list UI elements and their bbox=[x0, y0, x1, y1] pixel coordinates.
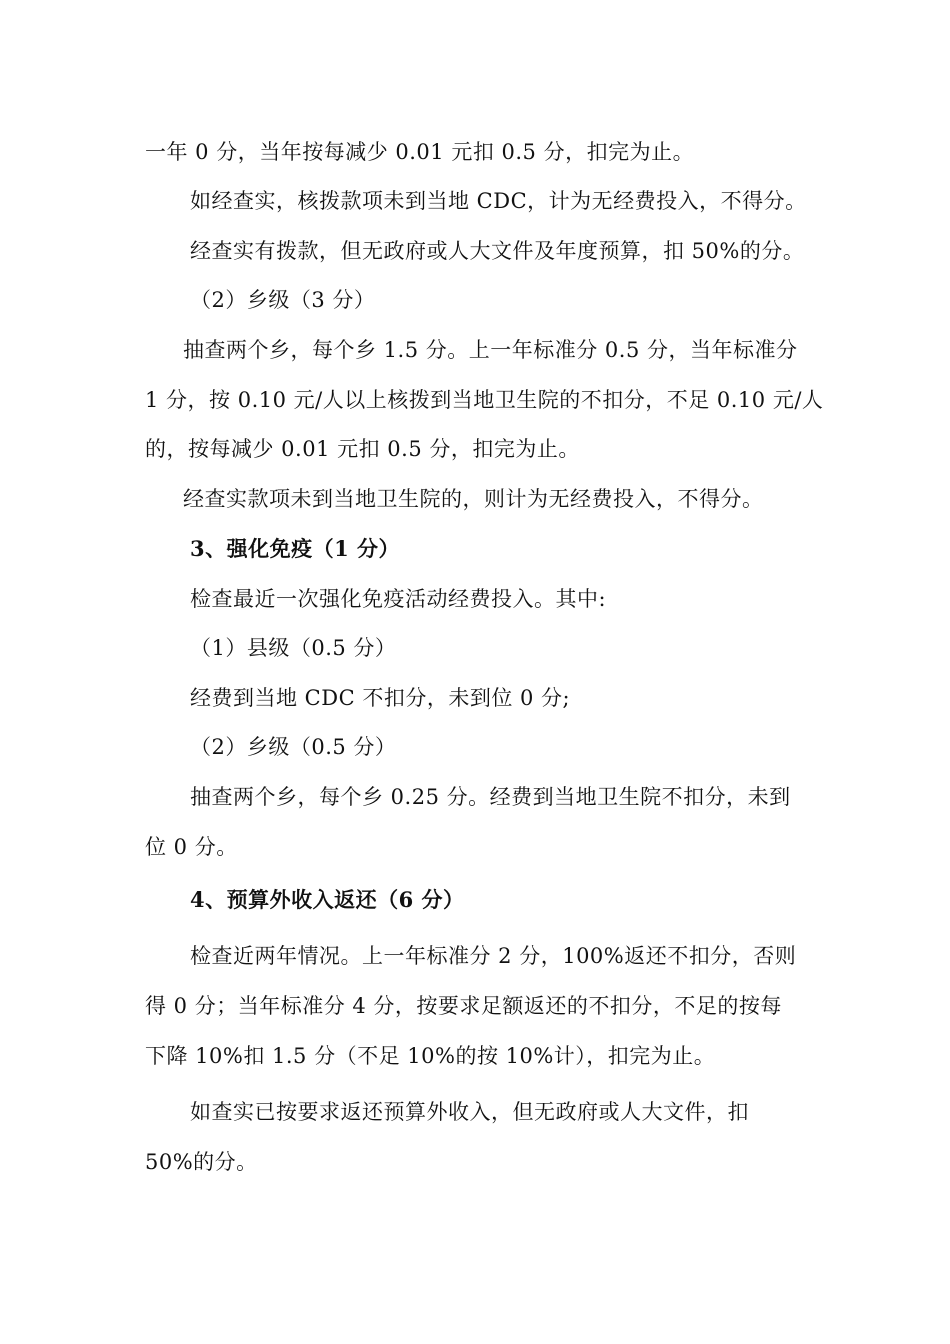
subheading-line: （1）县级（0.5 分） bbox=[190, 636, 397, 660]
paragraph-line: 抽查两个乡，每个乡 1.5 分。上一年标准分 0.5 分，当年标准分 bbox=[183, 338, 798, 362]
paragraph-line: 1 分，按 0.10 元/人以上核拨到当地卫生院的不扣分，不足 0.10 元/人 bbox=[145, 388, 824, 412]
paragraph-line: 经费到当地 CDC 不扣分，未到位 0 分; bbox=[190, 686, 571, 710]
paragraph-line: 经查实有拨款，但无政府或人大文件及年度预算，扣 50%的分。 bbox=[190, 239, 805, 263]
paragraph-line: 得 0 分；当年标准分 4 分，按要求足额返还的不扣分，不足的按每 bbox=[145, 994, 782, 1018]
section-heading: 4、预算外收入返还（6 分） bbox=[190, 887, 465, 912]
paragraph-line: 如查实已按要求返还预算外收入，但无政府或人大文件，扣 bbox=[190, 1100, 749, 1124]
paragraph-line: 检查最近一次强化免疫活动经费投入。其中: bbox=[190, 587, 607, 611]
paragraph-line: 抽查两个乡，每个乡 0.25 分。经费到当地卫生院不扣分，未到 bbox=[190, 785, 791, 809]
paragraph-line: 如经查实，核拨款项未到当地 CDC，计为无经费投入，不得分。 bbox=[190, 189, 807, 213]
section-heading: 3、强化免疫（1 分） bbox=[190, 536, 401, 561]
paragraph-line: 的，按每减少 0.01 元扣 0.5 分，扣完为止。 bbox=[145, 437, 580, 461]
paragraph-line: 下降 10%扣 1.5 分（不足 10%的按 10%计），扣完为止。 bbox=[145, 1044, 716, 1068]
subheading-line: （2）乡级（0.5 分） bbox=[190, 735, 397, 759]
paragraph-line: 经查实款项未到当地卫生院的，则计为无经费投入，不得分。 bbox=[183, 487, 764, 511]
paragraph-line: 一年 0 分，当年按每减少 0.01 元扣 0.5 分，扣完为止。 bbox=[145, 140, 695, 164]
subheading-line: （2）乡级（3 分） bbox=[190, 288, 376, 312]
paragraph-line: 检查近两年情况。上一年标准分 2 分，100%返还不扣分，否则 bbox=[190, 944, 797, 968]
paragraph-line: 50%的分。 bbox=[145, 1150, 258, 1174]
paragraph-line: 位 0 分。 bbox=[145, 835, 238, 859]
